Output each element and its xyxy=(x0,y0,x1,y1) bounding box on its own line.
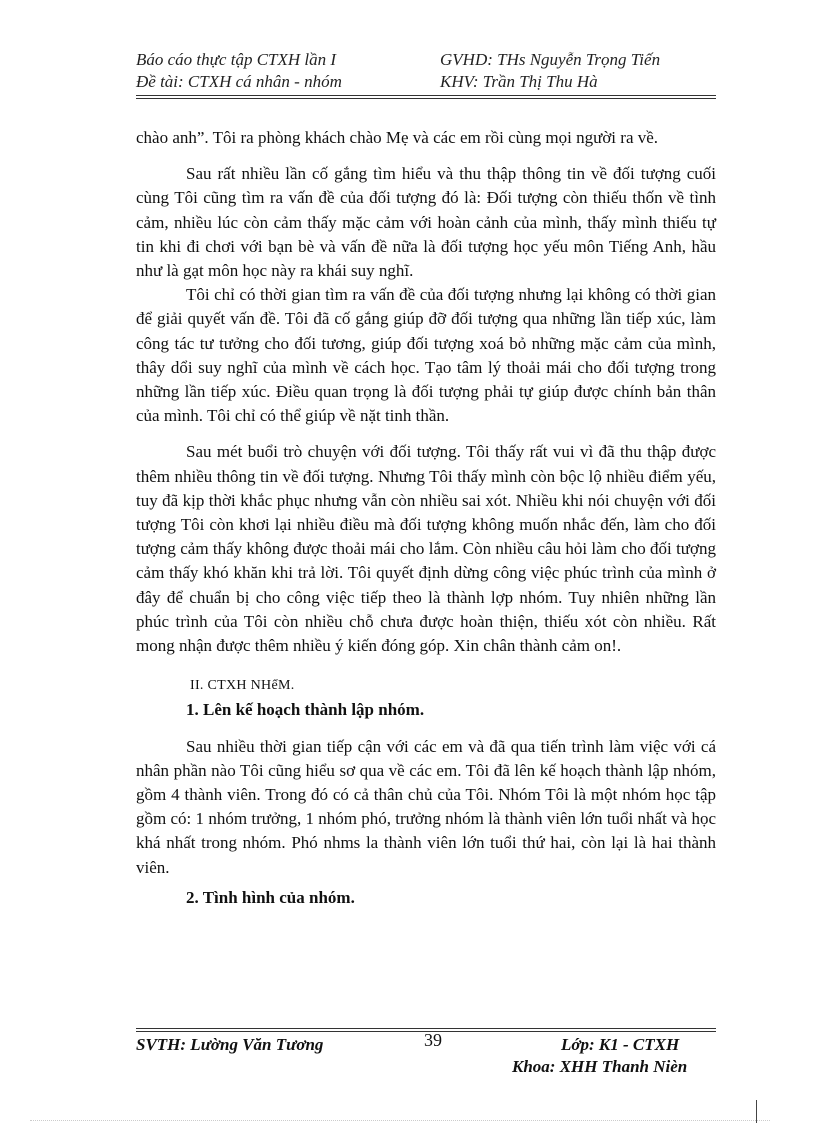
subsection-heading: 2. Tình hình của nhóm. xyxy=(186,887,355,907)
header-divider xyxy=(136,98,716,99)
header-report-title: Báo cáo thực tập CTXH lần I xyxy=(136,50,337,69)
header-topic: Đề tài: CTXH cá nhân - nhóm xyxy=(136,72,342,91)
header-supervisor: KHV: Trần Thị Thu Hà xyxy=(440,72,598,91)
header-advisor: GVHD: THs Nguyễn Trọng Tiến xyxy=(440,50,661,69)
footer-divider xyxy=(136,1028,716,1029)
header-divider xyxy=(136,95,716,96)
subsection-heading: 1. Lên kế hoạch thành lập nhóm. xyxy=(186,700,425,720)
page-number: 39 xyxy=(424,1030,442,1050)
paragraph: Sau nhiều thời gian tiếp cận với các em và đã qua tiến trình làm việc với cá nhân phần nào Tôi cũng hiểu sơ qua về các em. Tôi đã lên kế hoạch thành lập nhóm, gồm 4 thành viên. Trong đó có cả thân chủ của Tôi. Nhóm Tôi là một nhóm học tập gồm có: 1 nhóm trưởng, 1 nhóm phó, trưởng nhóm là thành viên lớn tuổi nhất và học khá nhất trong nhóm. Phó nhms la thành viên lớn tuổi thứ hai, còn lại là hai thành viên. xyxy=(136,736,716,877)
document-body xyxy=(136,126,716,910)
paragraph: chào anh”. Tôi ra phòng khách chào Mẹ và các em rồi cùng mọi người ra về. xyxy=(136,128,659,147)
paragraph: Sau mét buổi trò chuyện với đối tượng. Tôi thấy rất vui vì đã thu thập được thêm nhiều thông tin về đối tượng. Nhưng Tôi thấy mình còn bộc lộ nhiều điểm yếu, tuy đã kịp thời khắc phục nhưng vẫn còn nhiều sai xót. Nhiều khi nói chuyện với đối tượng Tôi còn khơi lại nhiều điều mà đối tượng không muốn nhắc đến, làm cho đối tượng cảm thấy không được thoải mái cho lắm. Còn nhiều câu hỏi làm cho đối tượng cảm thấy khó khăn khi trả lời. Tôi quyết định dừng công việc phúc trình của mình ở đây để chuẩn bị cho công việc tiếp theo là thành lợp nhóm. Tuy nhiên những lần phúc trình của Tôi còn nhiều chỗ chưa được hoàn thiện, thiếu xót còn nhiều. Rất mong nhận được thêm nhiều ý kiến đóng góp. Xin chân thành cảm on!. xyxy=(136,442,716,656)
page-bottom-border xyxy=(30,1120,770,1121)
paragraph: Sau rất nhiều lần cố gắng tìm hiểu và thu thập thông tin về đối tượng cuối cùng Tôi cũng tìm ra vấn đề của đối tượng đó là: Đối tượng còn thiếu thốn về tình cảm, nhiều lúc còn cảm thấy mặc cảm với hoàn cảnh của mình, thấy mình thiếu tự tin khi đi chơi với bạn bè và vấn đề nữa là đối tượng học yếu môn Tiếng Anh, hầu như là gạt môn học này ra khái suy nghĩ. xyxy=(136,164,716,281)
paragraph: Tôi chỉ có thời gian tìm ra vấn đề của đối tượng nhưng lại không có thời gian để giải quyết vấn đề. Tôi đã cố gắng giúp đỡ đối tượng qua những lần tiếp xúc, làm công tác tư tưởng cho đối tương, giúp đối tượng xoá bỏ những mặc cảm của mình, thây dổi suy nghĩ của mình về cách học. Tạo tâm lý thoải mái cho đối tượng trong những lần tiếp xúc. Điều quan trọng là đối tượng phải tự giúp được chính bản thân của mình. Tôi chỉ có thể giúp về nặt tinh thần. xyxy=(136,285,716,426)
footer-faculty: Khoa: XHH Thanh Nièn xyxy=(512,1057,688,1076)
footer-class: Lớp: K1 - CTXH xyxy=(561,1035,680,1054)
footer-student: SVTH: Lường Văn Tương xyxy=(136,1035,324,1054)
section-heading: II. CTXH NHểM. xyxy=(190,678,295,694)
